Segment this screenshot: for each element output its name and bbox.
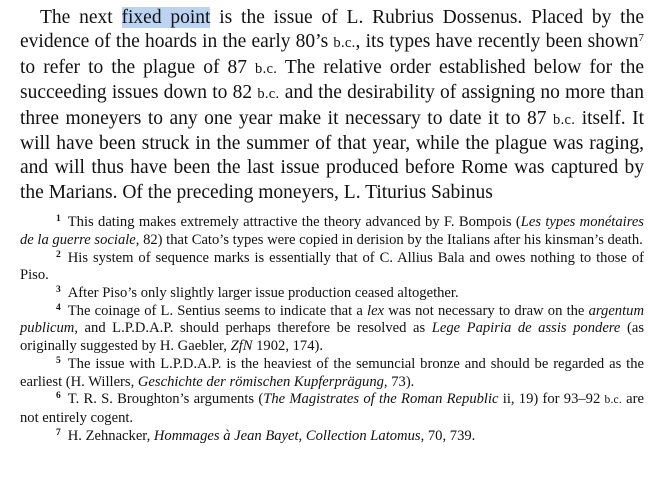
era-abbrev: b.c. [604,394,622,407]
body-text: to refer to the plague of 87 [20,56,256,78]
footnote-text: 1902, 174). [252,338,324,355]
footnote-italic: Les types monétaires de la guerre sociale [20,214,644,248]
body-text: The relative order established below for the succeeding issues down to 82 [20,56,644,104]
footnote-5: 5 The issue with L.P.D.A.P. is the heaviest of the semuncial bronze and should be regarded as the earliest (H. Willers, Geschichte der römischen Kupferprägung, 73). [20,355,644,390]
body-text: is the issue of L. Rubrius Dossenus. Placed by the evidence of the hoards in the early 80’s [20,7,645,53]
footnote-italic: Lege Papiria de assis pondere [431,320,621,337]
footnote-italic: ZfN [230,338,253,355]
footnote-italic: The Magistrates of the Roman Republic [263,391,499,408]
footnote-italic: Hommages à Jean Bayet, Collection Latomus [153,427,421,444]
body-paragraph [20,6,644,205]
footnote-1: 1 This dating makes extremely attractive the theory advanced by F. Bompois (Les types monétaires de la guerre sociale, 82) that Cato’s types were copied in derision by the Italians after his kinsman’s death. [20,214,644,248]
selected-text[interactable]: fixed point [121,7,211,28]
body-text: itself. It will have been struck in the summer of that year, while the plague was raging, and will thus have been the last issue produced before Rome was captured by the Marians. Of the preceding moneyers, L. Titurius Sabinus [20,107,644,203]
footnote-text: This dating makes extremely attractive the theory advanced by F. Bompois ( [67,214,521,231]
footnote-4: 4 The coinage of L. Sentius seems to indicate that a lex was not necessary to draw on the argentum publicum, and L.P.D.A.P. should perhaps therefore be resolved as Lege Papiria de assis pondere (as originally suggested by H. Gaebler, ZfN 1902, 174). [20,302,645,355]
footnote-text: T. R. S. Broughton’s arguments ( [67,391,264,408]
footnote-text: , 73). [383,373,415,390]
footnote-2: 2 His system of sequence marks is essentially that of C. Allius Bala and owes nothing to those of Piso. [20,249,644,284]
era-abbrev: b.c. [553,111,576,128]
footnote-text: , and L.P.D.A.P. should perhaps therefore be resolved as [74,320,432,337]
era-abbrev: b.c. [257,86,280,103]
footnote-7: 7 H. Zehnacker, Hommages à Jean Bayet, Collection Latomus, 70, 739. [56,427,476,444]
body-text: , its types have recently been shown [355,31,639,53]
footnote-text: The issue with L.P.D.A.P. is the heaviest of the semuncial bronze and should be regarded as the earliest (H. Willers, [20,355,644,390]
footnote-text: , 82) that Cato’s types were copied in derision by the Italians after his kinsman’s death. [135,231,643,248]
body-text: and the desirability of assigning no more than three moneyers to any one year make it necessary to date it to 87 [20,82,644,129]
footnote-text: The coinage of L. Sentius seems to indicate that a [67,302,368,319]
footnote-italic: lex [367,302,385,319]
footnote-ref: 7 [638,32,645,45]
footnote-text: are not entirely cogent. [20,391,644,426]
footnote-italic: Geschichte der römischen Kupferprägung [137,373,384,390]
footnote-text: H. Zehnacker, [67,427,154,444]
footnote-3: 3 After Piso’s only slightly larger issue production ceased altogether. [56,285,459,302]
footnotes [20,214,644,445]
footnote-italic: argentum publicum [20,302,644,337]
era-abbrev: b.c. [333,35,356,52]
era-abbrev: b.c. [255,60,278,77]
page [20,6,644,445]
footnote-text: (as originally suggested by H. Gaebler, [20,320,645,355]
footnote-text: After Piso’s only slightly larger issue production ceased altogether. [67,285,459,302]
footnote-text: His system of sequence marks is essentially that of C. Allius Bala and owes nothing to those of Piso. [20,249,644,284]
footnote-text: ii, 19) for 93–92 [498,391,605,408]
body-text: The next [40,7,122,28]
footnote-6: 6 T. R. S. Broughton’s arguments (The Magistrates of the Roman Republic ii, 19) for 93–92 b.c. are not entirely cogent. [20,391,644,426]
footnote-text: , 70, 739. [420,427,476,444]
footnote-text: was not necessary to draw on the [384,302,589,319]
